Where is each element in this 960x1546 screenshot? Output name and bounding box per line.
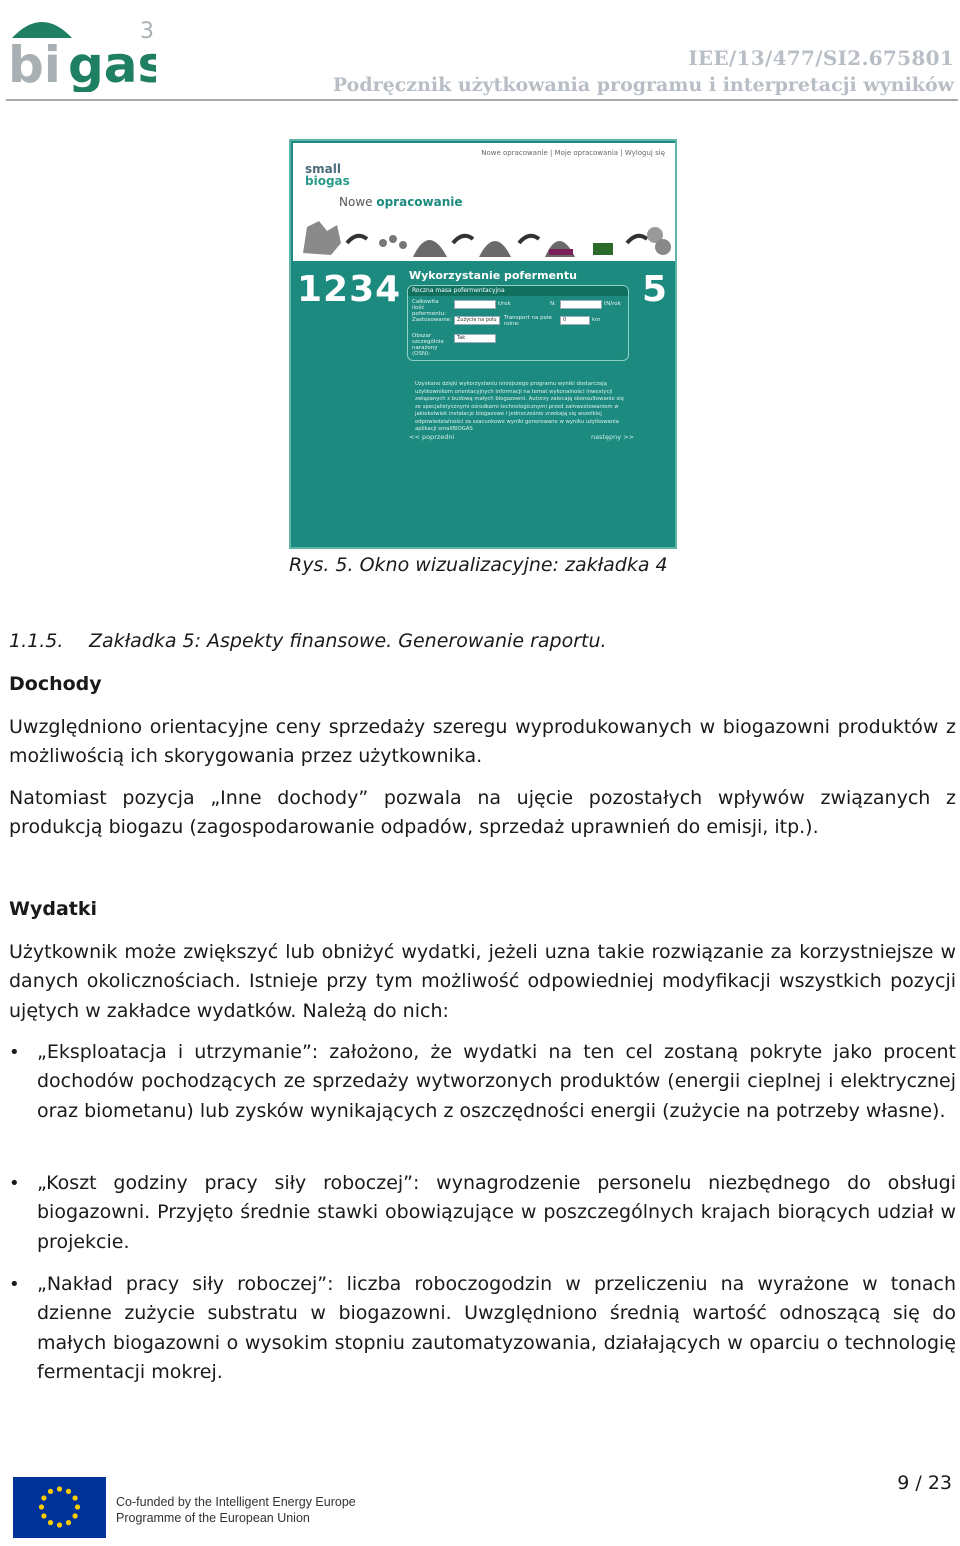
process-steps-icons — [297, 213, 673, 259]
svg-text:3: 3 — [140, 19, 154, 44]
list-item-text: „Eksploatacja i utrzymanie”: założono, że wydatki na ten cel zostaną pokryte jako procent dochodów pochodzących ze sprzedaży wytworzonych produktów (energii cieplnej i elektrycznej oraz biometanu) lub zysków wynikających z oszczędności energii (zużycie na potrzeby własne). — [37, 1041, 956, 1122]
logo-biogas-word: biogas — [305, 174, 350, 188]
income-paragraph-2: Natomiast pozycja „Inne dochody” pozwala na ujęcie pozostałych wpływów związanych z produkcją biogazu (zagospodarowanie odpadów, sprzedaż uprawnień do emisji, itp.). — [9, 787, 956, 839]
document-code: IEE/13/477/SI2.675801 — [688, 46, 954, 70]
page-number: 9 / 23 — [897, 1472, 952, 1494]
form-title-bar — [408, 286, 628, 296]
expenses-paragraph: Użytkownik może zwiększyć lub obniżyć wydatki, jeżeli uzna takie rozwiązanie za korzystniejsze w danych okolicznościach. Istnieje przy tym możliwość odpowiedniej modyfikacji wszystkich pozycji ujętych w zakładce wydatków. Należą do nich: — [9, 941, 956, 1022]
app-heading — [339, 195, 463, 209]
income-heading: Dochody — [9, 673, 102, 695]
biogas3-logo — [6, 8, 156, 92]
use-select[interactable] — [454, 316, 500, 325]
total-digestate-input[interactable] — [454, 300, 496, 309]
disclaimer-text: Uzyskane dzięki wykorzystaniu niniejszego programu wyniki dostarczają użytkownikom orientacyjnych informacji na temat wykonalności inwestycji związanych z budową małych biogazowni. Autorzy zalecają skonsultowanie się ze specjalistycznymi ośrodkami technologicznymi przed zainwestowaniem w jakiekolwiek instalacje biogazowe i jednocześnie zrzekają się wszelkiej odpowiedzialności za szacunkowe wyniki generowane w wyniku użytkowania aplikacji smallBIOGAS — [415, 381, 624, 432]
use-value: Zużycie na polu — [457, 317, 497, 323]
logo-small-word: small — [305, 162, 341, 176]
previous-link[interactable]: << poprzedni — [409, 433, 455, 441]
area-select[interactable] — [454, 334, 496, 343]
form-title: Roczna masa pofermentacyjna — [412, 287, 505, 294]
label-n: N: — [550, 301, 556, 307]
next-link[interactable]: następny >> — [591, 433, 635, 441]
bullet: • — [9, 1173, 20, 1194]
digestate-form — [407, 285, 629, 361]
panel-title: Wykorzystanie pofermentu — [409, 269, 577, 282]
section-number: 1.1.5. — [9, 630, 64, 652]
area-value: Tak — [457, 335, 466, 341]
svg-text:bi: bi — [8, 36, 61, 92]
app-heading-light: Nowe — [339, 195, 373, 209]
step-number-5: 5 — [641, 269, 667, 310]
unit-km: km — [592, 317, 601, 323]
n-input[interactable] — [560, 300, 602, 309]
label-transport: Transport na pole rolne: — [504, 315, 552, 327]
funding-line-1: Co-funded by the Intelligent Energy Europe — [116, 1495, 356, 1509]
bullet: • — [9, 1042, 20, 1063]
app-heading-bold: opracowanie — [376, 195, 463, 209]
page-header — [0, 0, 960, 102]
app-top-links: Nowe opracowanie | Moje opracowania | Wyloguj się — [481, 149, 665, 157]
income-paragraph-1: Uwzględniono orientacyjne ceny sprzedaży szeregu wyprodukowanych w biogazowni produktów z możliwością ich skorygowania przez użytkownika. — [9, 716, 956, 768]
figure-caption: Rys. 5. Okno wizualizacyjne: zakładka 4 — [289, 554, 668, 576]
app-screenshot-figure — [289, 139, 677, 549]
funding-note — [116, 1494, 356, 1526]
document-subtitle: Podręcznik użytkowania programu i interpretacji wyników — [332, 74, 954, 96]
section-title: Zakładka 5: Aspekty finansowe. Generowanie raportu. — [89, 630, 607, 652]
expenses-list — [9, 1038, 956, 1398]
list-item-text: „Koszt godziny pracy siły roboczej”: wynagrodzenie personelu niezbędnego do obsługi biogazowni. Przyjęto średnie stawki obowiązujące w poszczególnych krajach biorących udział w projekcie. — [37, 1172, 956, 1253]
funding-line-2: Programme of the European Union — [116, 1511, 310, 1525]
app-header-area — [293, 143, 675, 261]
smallbiogas-logo — [305, 163, 350, 187]
transport-input[interactable] — [560, 316, 590, 325]
label-area: Obszar szczególnie narażony (OSN): — [412, 333, 444, 357]
eu-flag-logo — [13, 1477, 106, 1538]
svg-text:gas: gas — [68, 36, 156, 92]
transport-value: 0 — [563, 317, 567, 323]
section-heading — [9, 630, 607, 652]
step-numbers-1-4: 1234 — [297, 269, 402, 310]
unit-tn-rok: tN/rok — [604, 301, 621, 307]
unit-t-rok: t/rok — [498, 301, 511, 307]
bullet: • — [9, 1274, 20, 1295]
header-divider — [6, 99, 958, 101]
expenses-heading: Wydatki — [9, 898, 97, 920]
label-use: Zastosowanie: — [412, 317, 452, 323]
list-item-text: „Nakład pracy siły roboczej”: liczba roboczogodzin w przeliczeniu na wyrażone w tonach dzienne zużycie substratu w biogazowni. Uwzględniono średnią wartość odnoszącą się do małych biogazowni o wysokim stopniu zautomatyzowania, działających w oparciu o technologię fermentacji mokrej. — [37, 1273, 956, 1384]
label-total-digestate: Całkowita ilość pofermentu: — [412, 299, 447, 317]
